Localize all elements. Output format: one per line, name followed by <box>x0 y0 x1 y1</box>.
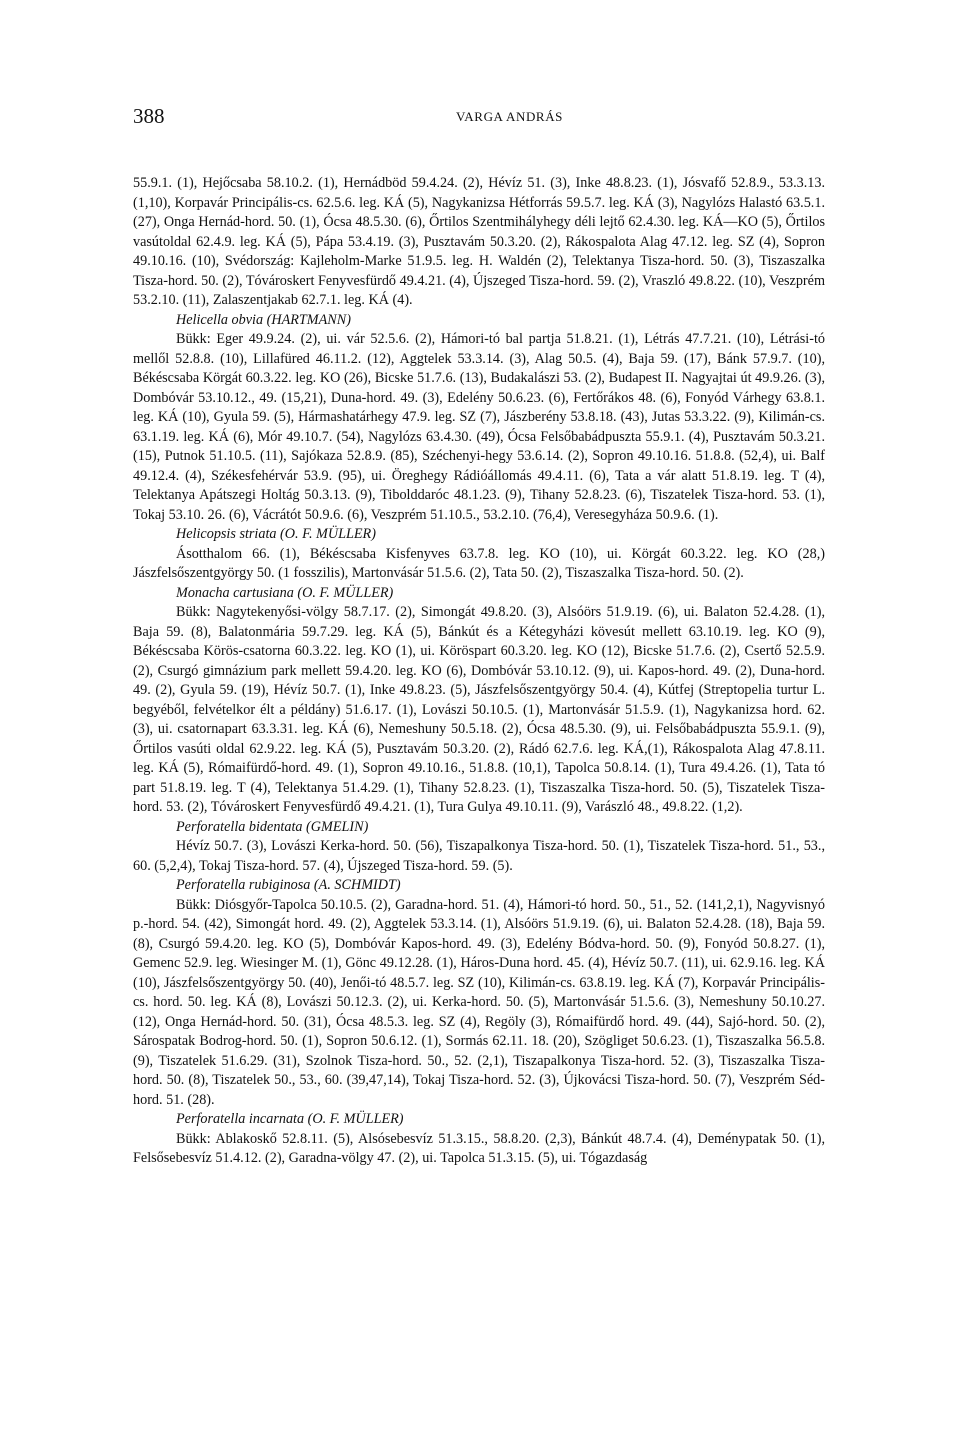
species-heading: Perforatella bidentata (GMELIN) <box>176 818 369 835</box>
text-paragraph: Bükk: Eger 49.9.24. (2), ui. vár 52.5.6. (2), Hámori-tó bal partja 51.8.21. (1), Létrás 47.7.21. (10), Létrási-tó mellől 52.8.8. (10), Lillafüred 46.11.2. (12), Aggtelek 53.3.14. (3), Alag 50.5. (4), Baja 59. (17), Bánk 57.9.7. (10), Békéscsaba Körgát 60.3.22. leg. KO (26), Bicske 51.7.6. (13), Budakalászi 53. (2), Budapest II. Nagyajtai út 49.9.26. (3), Dombóvár 53.10.12., 49. (15,21), Duna-hord. 49. (3), Edelény 50.6.23. (6), Fertőrákos 48. (6), Fonyód Várhegy 63.8.1. leg. KÁ (10), Gyula 59. (5), Hármashatárhegy 47.9. leg. SZ (7), Jászberény 53.8.18. (43), Jutas 53.3.22. (9), Kilimán-cs. 63.1.19. leg. KÁ (6), Mór 49.10.7. (54), Nagylózs 63.4.30. (49), Ócsa Felsőbabádpuszta 55.9.1. (4), Pusztavám 50.3.21. (15), Putnok 51.10.5. (11), Sajókaza 52.8.9. (85), Széchenyi-hegy 53.6.14. (2), Sopron 49.10.16. 51.8.8. (52,4), ui. Balf 49.12.4. (4), Székesfehérvár 53.9. (95), ui. Öreghegy Rádióállomás 49.4.11. (6), Tata a vár alatt 51.8.19. leg. T (4), Telektanya Apátszegi Holtág 50.3.13. (9), Tibolddaróc 48.1.23. (9), Tihany 52.8.23. (6), Tiszatelek Tisza-hord. 53. (1), Tokaj 53.10. 26. (6), Vácrátót 50.9.6. (6), Veszprém 51.10.5., 53.2.10. (76,4), Veresegyháza 50.9.6. (1). <box>133 331 825 523</box>
running-head: VARGA ANDRÁS <box>456 109 564 124</box>
document-body <box>133 174 825 1169</box>
species-heading: Helicella obvia (HARTMANN) <box>176 311 351 328</box>
page-header <box>133 104 825 140</box>
species-heading: Monacha cartusiana (O. F. MÜLLER) <box>176 584 394 601</box>
text-paragraph: Bükk: Ablakoskő 52.8.11. (5), Alsósebesvíz 51.3.15., 58.8.20. (2,3), Bánkút 48.7.4. (4), Deménypatak 50. (1), Felsősebesvíz 51.4.12. (2), Garadna-völgy 47. (2), ui. Tapolca 51.3.15. (5), ui. Tógazdaság <box>133 1130 825 1166</box>
species-heading: Perforatella rubiginosa (A. SCHMIDT) <box>176 877 401 893</box>
species-heading: Helicopsis striata (O. F. MÜLLER) <box>176 526 376 542</box>
page-number: 388 <box>133 104 165 128</box>
text-paragraph: Ásotthalom 66. (1), Békéscsaba Kisfenyves 63.7.8. leg. KO (10), ui. Körgát 60.3.22. leg. KO (28,) Jászfelsőszentgyörgy 50. (1 fosszilis), Martonvásár 51.5.6. (2), Tata 50. (2), Tiszaszalka Tisza-hord. 50. (2). <box>133 545 825 581</box>
document-page <box>133 104 825 1169</box>
text-paragraph: 55.9.1. (1), Hejőcsaba 58.10.2. (1), Hernádböd 59.4.24. (2), Hévíz 51. (3), Inke 48.8.23. (1), Jósvafő 52.8.9., 53.3.13. (1,10), Korpavár Principális-cs. 62.5.6. leg. KÁ (5), Nagykanizsa Hétforrás 59.5.7. leg. KÁ (3), Nagylózs Halastó 63.5.1. (27), Onga Hernád-hord. 50. (1), Ócsa 48.5.30. (6), Őrtilos Szentmihályhegy déli lejtő 62.4.30. leg. KÁ—KO (5), Őrtilos vasútoldal 62.4.9. leg. KÁ (5), Pápa 53.4.19. (3), Pusztavám 50.3.20. (2), Rákospalota Alag 47.12. leg. SZ (4), Sopron 49.10.16. (10), Svédország: Kajleholm-Marke 51.9.5. leg. H. Waldén (2), Telektanya Tisza-hord. 50. (3), Tiszaszalka Tisza-hord. 50. (2), Tóvároskert Fenyvesfürdő 49.4.21. (4), Újszeged Tisza-hord. 59. (2), Vraszló 49.8.22. (10), Veszprém 53.2.10. (11), Zalaszentjakab 62.7.1. leg. KÁ (4). <box>133 175 825 308</box>
text-paragraph: Bükk: Diósgyőr-Tapolca 50.10.5. (2), Garadna-hord. 51. (4), Hámori-tó hord. 50., 51., 52. (141,2,1), Nagyvisnyó p.-hord. 54. (42), Simongát hord. 49. (2), Aggtelek 53.3.14. (1), Alsóörs 51.9.19. (6), ui. Balaton 52.4.28. (18), Baja 59. (8), Csurgó 59.4.20. leg. KO (5), Dombóvár Kapos-hord. 49. (3), Edelény Bódva-hord. 50. (9), Fonyód 50.8.27. (1), Gemenc 52.9. leg. Wiesinger M. (1), Gönc 49.12.28. (1), Háros-Duna hord. 45. (4), Hévíz 50.7. (11), ui. 62.9.16. leg. KÁ (10), Jászfelsőszentgyörgy 50. (40), Jenői-tó 48.5.7. leg. SZ (10), Kilimán-cs. 63.8.19. leg. KÁ (7), Korpavár Principális-cs. hord. 50. leg. KÁ (8), Lovászi 50.12.3. (2), ui. Kerka-hord. 50. (5), Martonvásár 51.5.6. (3), Nemeshuny 50.10.27. (12), Onga Hernád-hord. 50. (31), Ócsa 48.5.3. leg. SZ (4), Regöly (3), Rómaifürdő hord. 49. (44), Sajó-hord. 50. (2), Sárospatak Bodrog-hord. 50. (1), Sopron 50.6.12. (1), Sormás 62.11. 18. (20), Szögliget 50.6.23. (1), Tiszaszalka 56.5.8. (9), Tiszatelek 51.6.29. (31), Szolnok Tisza-hord. 50., 52. (2,1), Tiszapalkonya Tisza-hord. 52. (3), Tiszaszalka Tisza-hord. 50. (8), Tiszatelek 50., 53., 60. (39,47,14), Tokaj Tisza-hord. 52. (3), Újkovácsi Tisza-hord. 50. (7), Veszprém Séd-hord. 51. (28). <box>133 896 825 1108</box>
text-paragraph: Hévíz 50.7. (3), Lovászi Kerka-hord. 50. (56), Tiszapalkonya Tisza-hord. 50. (1), Tiszatelek Tisza-hord. 51., 53., 60. (5,2,4), Tokaj Tisza-hord. 57. (4), Újszeged Tisza-hord. 59. (5). <box>133 838 825 874</box>
text-paragraph: Bükk: Nagytekenyősi-völgy 58.7.17. (2), Simongát 49.8.20. (3), Alsóörs 51.9.19. (6), ui. Balaton 52.4.28. (1), Baja 59. (8), Balatonmária 59.7.29. leg. KÁ (5), Bánkút és a Kétegyházi kövesút mellett 63.10.19. leg. KO (9), Békéscsaba Körös-csatorna 60.3.22. leg. KO (1), ui. Köröspart 60.3.20. leg. KO (12), Bicske 51.7.6. (2), Csertő 52.5.9. (2), Csurgó gimnázium park mellett 59.4.20. leg. KO (6), Dombóvár 53.10.12. (9), ui. Kapos-hord. 49. (2), Duna-hord. 49. (2), Gyula 59. (19), Hévíz 50.7. (1), Inke 49.8.23. (5), Jászfelsőszentgyörgy 50.4. (4), Kútfej (Streptopelia turtur L. begyéből, felvételkor élt a példány) 51.6.17. (1), Lovászi 50.10.5. (1), Martonvásár 51.5.9. (1), Nagykanizsa hord. 62. (3), ui. csatornapart 63.3.31. leg. KÁ (6), Nemeshuny 50.5.18. (2), Ócsa 48.5.30. (9), ui. Felsőbabádpuszta 55.9.1. (9), Őrtilos vasúti oldal 62.9.22. leg. KÁ (5), Pusztavám 50.3.20. (2), Rádó 62.7.6. leg. KÁ,(1), Rákospalota Alag 47.8.11. leg. KÁ (5), Rómaifürdő-hord. 49. (1), Sopron 49.10.16., 51.8.8. (10,1), Tapolca 50.8.14. (1), Tura 49.4.26. (1), Tata tó part 51.8.19. leg. T (4), Telektanya 51.4.29. (1), Tihany 52.8.23. (1), Tiszaszalka Tisza-hord. 50. (5), Tiszatelek Tisza-hord. 53. (2), Tóvároskert Fenyvesfürdő 49.4.21. (1), Tura Gulya 49.10.11. (9), Varászló 48., 49.8.22. (1,2). <box>133 604 825 815</box>
species-heading: Perforatella incarnata (O. F. MÜLLER) <box>176 1111 404 1127</box>
